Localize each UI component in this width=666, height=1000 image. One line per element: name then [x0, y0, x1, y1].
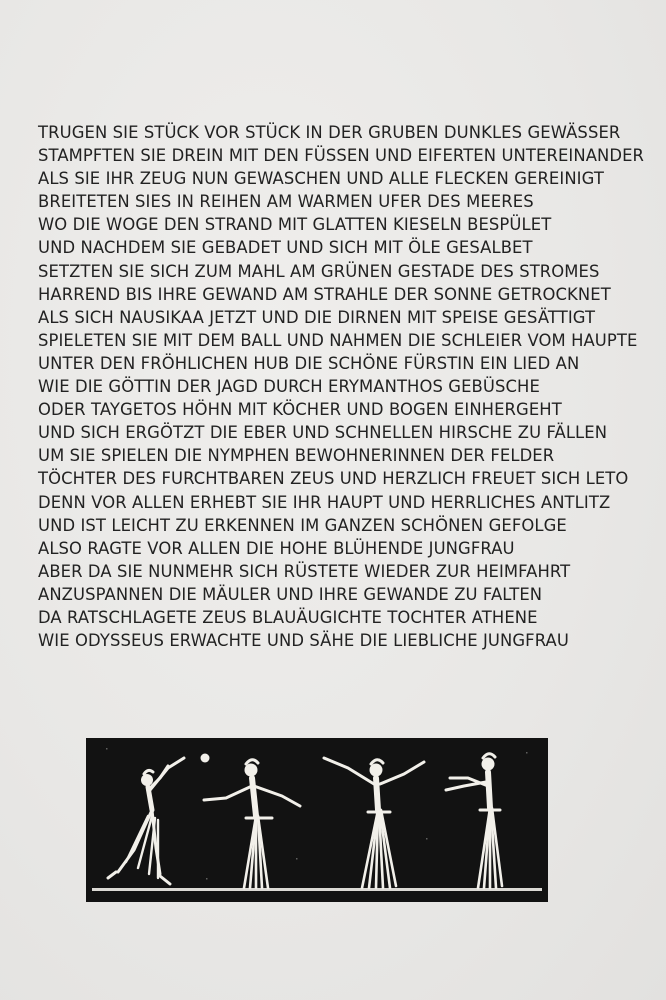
ground-line — [92, 888, 542, 891]
poem-line: SPIELETEN SIE MIT DEM BALL UND NAHMEN DIE SCHLEIER VOM HAUPTE — [38, 330, 638, 350]
poem-line: ALSO RAGTE VOR ALLEN DIE HOHE BLÜHENDE JUNGFRAU — [38, 538, 515, 558]
poem-line: WO DIE WOGE DEN STRAND MIT GLATTEN KIESELN BESPÜLET — [38, 215, 552, 235]
poem-line: TÖCHTER DES FURCHTBAREN ZEUS UND HERZLICH FREUET SICH LETO — [38, 469, 629, 489]
poem-line: ANZUSPANNEN DIE MÄULER UND IHRE GEWANDE ZU FALTEN — [38, 584, 543, 604]
poem-line: BREITETEN SIES IN REIHEN AM WARMEN UFER DES MEERES — [38, 192, 534, 212]
poem-line: ALS SIE IHR ZEUG NUN GEWASCHEN UND ALLE FLECKEN GEREINIGT — [38, 169, 604, 189]
poem-line: STAMPFTEN SIE DREIN MIT DEN FÜSSEN UND EIFERTEN UNTEREINANDER — [38, 146, 645, 166]
poem-line: ALS SICH NAUSIKAA JETZT UND DIE DIRNEN MIT SPEISE GESÄTTIGT — [38, 307, 596, 327]
poem-line: WIE ODYSSEUS ERWACHTE UND SÄHE DIE LIEBLICHE JUNGFRAU — [38, 631, 569, 651]
poem-line: UND NACHDEM SIE GEBADET UND SICH MIT ÖLE GESALBET — [38, 238, 533, 258]
poem-line: TRUGEN SIE STÜCK VOR STÜCK IN DER GRUBEN DUNKLES GEWÄSSER — [38, 123, 621, 142]
poem-line: SETZTEN SIE SICH ZUM MAHL AM GRÜNEN GESTADE DES STROMES — [38, 261, 600, 281]
poem-line: DENN VOR ALLEN ERHEBT SIE IHR HAUPT UND HERRLICHES ANTLITZ — [38, 492, 611, 512]
poem-line: DA RATSCHLAGETE ZEUS BLAUÄUGICHTE TOCHTER ATHENE — [38, 607, 538, 627]
poem-line: UND IST LEICHT ZU ERKENNEN IM GANZEN SCHÖNEN GEFOLGE — [38, 515, 567, 535]
poem-line: ODER TAYGETOS HÖHN MIT KÖCHER UND BOGEN EINHERGEHT — [38, 400, 562, 420]
ball-icon — [201, 754, 210, 763]
woodcut-illustration — [86, 738, 548, 902]
poem-line: WIE DIE GÖTTIN DER JAGD DURCH ERYMANTHOS GEBÜSCHE — [38, 377, 540, 397]
dancing-figures-woodcut — [86, 738, 548, 902]
poem-line: UND SICH ERGÖTZT DIE EBER UND SCHNELLEN HIRSCHE ZU FÄLLEN — [38, 423, 608, 443]
poem-line: ABER DA SIE NUNMEHR SICH RÜSTETE WIEDER ZUR HEIMFAHRT — [38, 561, 571, 581]
poem-line: UNTER DEN FRÖHLICHEN HUB DIE SCHÖNE FÜRSTIN EIN LIED AN — [38, 353, 580, 373]
poem-line: UM SIE SPIELEN DIE NYMPHEN BEWOHNERINNEN DER FELDER — [38, 446, 555, 466]
poem-text — [38, 121, 645, 652]
poem-line: HARREND BIS IHRE GEWAND AM STRAHLE DER SONNE GETROCKNET — [38, 284, 611, 304]
